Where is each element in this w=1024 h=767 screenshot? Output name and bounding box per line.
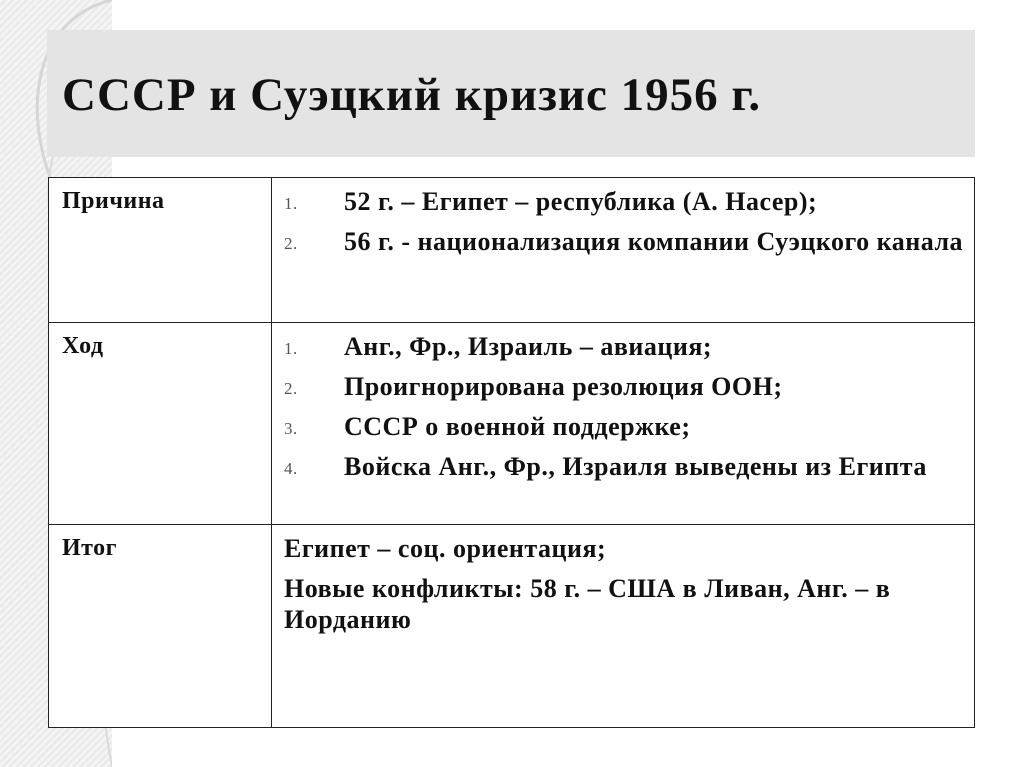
- list-number: 3.: [284, 419, 298, 438]
- row-label-cause: Причина: [49, 178, 272, 323]
- list-number: 2.: [284, 379, 298, 398]
- list-item: [284, 451, 964, 482]
- list-number: 4.: [284, 459, 298, 478]
- list-number: 2.: [284, 234, 298, 253]
- list-item: [284, 371, 964, 402]
- list-text: 52 г. – Египет – республика (А. Насер);: [344, 187, 818, 216]
- list-item: [284, 411, 964, 442]
- list-number: 1.: [284, 194, 298, 213]
- content-table: [48, 177, 975, 728]
- list-item: [284, 226, 964, 257]
- numbered-list: [284, 331, 964, 482]
- row-label-result: Итог: [49, 525, 272, 728]
- slide-title: СССР и Суэцкий кризис 1956 г.: [62, 69, 762, 121]
- row-body-course: [272, 323, 975, 525]
- result-line: Египет – соц. ориентация;: [284, 534, 607, 563]
- table-row: [49, 178, 975, 323]
- list-text: 56 г. - национализация компании Суэцкого канала: [344, 227, 964, 256]
- list-text: Проигнорирована резолюция ООН;: [344, 372, 783, 401]
- list-item: [284, 186, 964, 217]
- result-line: Новые конфликты: 58 г. – США в Ливан, Анг. – в Иорданию: [284, 574, 891, 634]
- list-text: Анг., Фр., Израиль – авиация;: [344, 332, 713, 361]
- list-text: Войска Анг., Фр., Израиля выведены из Египта: [344, 452, 927, 481]
- row-body-cause: [272, 178, 975, 323]
- table-row: [49, 525, 975, 728]
- numbered-list: [284, 186, 964, 257]
- list-number: 1.: [284, 339, 298, 358]
- list-text: СССР о военной поддержке;: [344, 412, 691, 441]
- table-row: [49, 323, 975, 525]
- row-body-result: [272, 525, 975, 728]
- list-item: [284, 331, 964, 362]
- row-label-course: Ход: [49, 323, 272, 525]
